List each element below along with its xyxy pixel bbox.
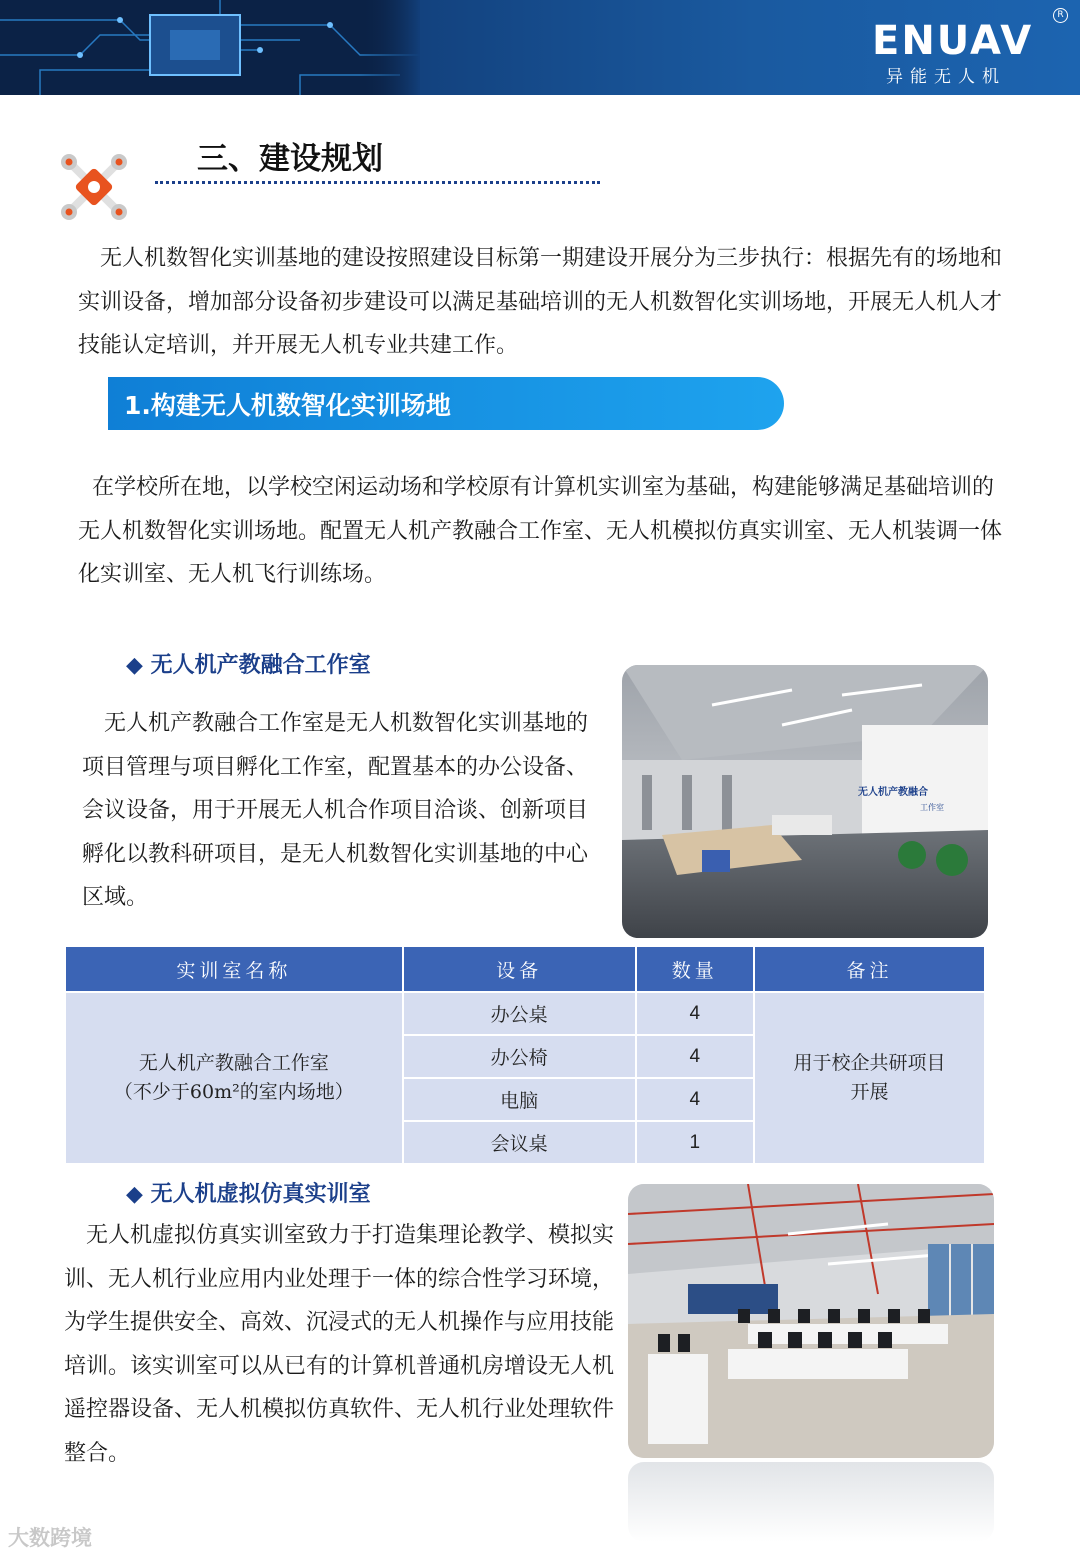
header-banner xyxy=(0,0,1080,95)
column-header-room: 实训室名称 xyxy=(65,946,403,992)
section-title: 三、建设规划 xyxy=(197,141,383,177)
equipment-cell: 办公桌 xyxy=(403,992,636,1035)
photo-sign-text: 无人机产教融合 xyxy=(858,787,928,798)
equipment-cell: 电脑 xyxy=(403,1078,636,1121)
studio-photo xyxy=(622,665,988,938)
drone-icon xyxy=(57,150,131,224)
quantity-cell: 1 xyxy=(636,1121,755,1164)
equipment-table xyxy=(64,945,986,1165)
logo-text: ENUAV xyxy=(872,18,1034,64)
table-row xyxy=(65,992,985,1035)
room-name: 无人机产教融合工作室 xyxy=(138,1052,329,1074)
logo-subtitle: 异能无人机 xyxy=(886,67,1006,87)
intro-paragraph: 无人机数智化实训基地的建设按照建设目标第一期建设开展分为三步执行：根据先有的场地和实训设备，增加部分设备初步建设可以满足基础培训的无人机数智化实训场地，开展无人机人才技能认定培训，并开展无人机专业共建工作。 xyxy=(78,246,1003,358)
remark-line1: 用于校企共研项目 xyxy=(793,1052,946,1074)
photo-sign-subtext: 工作室 xyxy=(920,803,944,812)
remark-line2: 开展 xyxy=(850,1081,889,1103)
title-divider xyxy=(155,181,600,184)
equipment-cell: 办公椅 xyxy=(403,1035,636,1078)
quantity-cell: 4 xyxy=(636,1078,755,1121)
subsection-title: 1.构建无人机数智化实训场地 xyxy=(124,391,451,420)
sim-heading: ◆ 无人机虚拟仿真实训室 xyxy=(126,1182,371,1207)
room-area: （不少于60m²的室内场地） xyxy=(113,1081,354,1103)
column-header-equipment: 设备 xyxy=(403,946,636,992)
quantity-cell: 4 xyxy=(636,1035,755,1078)
equipment-cell: 会议桌 xyxy=(403,1121,636,1164)
circuit-board-graphic xyxy=(0,0,420,95)
studio-paragraph: 无人机产教融合工作室是无人机数智化实训基地的项目管理与项目孵化工作室，配置基本的办公设备、会议设备，用于开展无人机合作项目洽谈、创新项目孵化以教科研项目，是无人机数智化实训基地的中心区域。 xyxy=(82,711,589,910)
quantity-cell: 4 xyxy=(636,992,755,1035)
column-header-quantity: 数量 xyxy=(636,946,755,992)
remark-cell xyxy=(754,992,985,1164)
subsection-paragraph: 在学校所在地，以学校空闲运动场和学校原有计算机实训室为基础，构建能够满足基础培训的无人机数智化实训场地。配置无人机产教融合工作室、无人机模拟仿真实训室、无人机装调一体化实训室、无人机飞行训练场。 xyxy=(78,475,1003,587)
studio-heading: ◆ 无人机产教融合工作室 xyxy=(126,653,371,678)
registered-mark: R xyxy=(1053,8,1068,23)
sim-room-photo xyxy=(628,1184,994,1458)
subsection-banner xyxy=(108,377,784,430)
sim-paragraph: 无人机虚拟仿真实训室致力于打造集理论教学、模拟实训、无人机行业应用内业处理于一体的综合性学习环境，为学生提供安全、高效、沉浸式的无人机操作与应用技能培训。该实训室可以从已有的计算机普通机房增设无人机遥控器设备、无人机模拟仿真软件、无人机行业处理软件整合。 xyxy=(64,1223,615,1466)
photo-reflection xyxy=(628,1462,994,1542)
room-name-cell xyxy=(65,992,403,1164)
watermark: 大数跨境 xyxy=(8,1526,92,1550)
column-header-remark: 备注 xyxy=(754,946,985,992)
table-header-row xyxy=(65,946,985,992)
